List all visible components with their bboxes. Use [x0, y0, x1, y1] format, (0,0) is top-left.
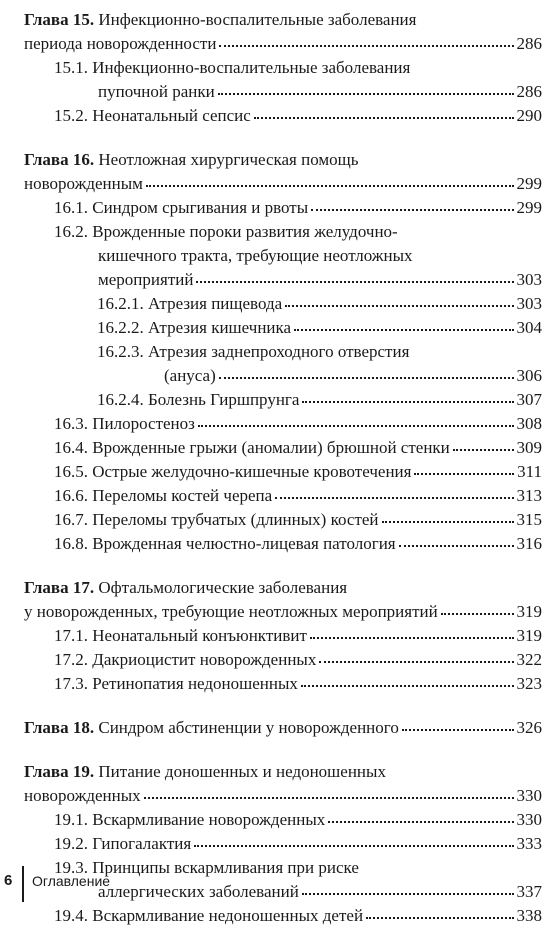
page-number: 338 [516, 906, 542, 925]
toc-entry[interactable] [24, 316, 542, 340]
dot-leader [301, 671, 514, 687]
chapter-heading [24, 148, 542, 172]
section-number: 16.6. [54, 486, 88, 505]
section-title: Врожденные грыжи (аномалии) брюшной стенки [92, 438, 450, 457]
section-number: 15.2. [54, 106, 88, 125]
toc-entry[interactable] [24, 388, 542, 412]
page-number: 286 [516, 82, 542, 101]
page-number: 330 [516, 810, 542, 829]
page-number: 315 [516, 510, 542, 529]
section-number: 16.1. [54, 198, 88, 217]
section-number: 17.2. [54, 650, 88, 669]
page-number: 323 [516, 674, 542, 693]
chapter-18 [24, 716, 542, 740]
chapter-title: Офтальмологические заболевания [98, 578, 348, 597]
toc-entry[interactable] [24, 104, 542, 128]
dot-leader [366, 903, 513, 919]
chapter-title: Питание доношенных и недоношенных [98, 762, 386, 781]
chapter-title: Инфекционно-воспалительные заболевания [98, 10, 417, 29]
section-title: Дакриоцистит новорожденных [92, 650, 317, 669]
section-number: 16.7. [54, 510, 88, 529]
toc-entry[interactable] [24, 624, 542, 648]
toc-entry[interactable] [24, 80, 542, 104]
chapter-heading [24, 8, 542, 32]
page-number: 304 [516, 318, 542, 337]
section-title: Инфекционно-воспалительные заболевания [92, 58, 411, 77]
section-title: Принципы вскармливания при риске [92, 858, 359, 877]
toc-entry[interactable] [24, 268, 542, 292]
toc-entry[interactable] [24, 460, 542, 484]
chapter-label: Глава 19. [24, 762, 95, 781]
chapter-label: Глава 16. [24, 150, 95, 169]
footer-divider [22, 866, 24, 902]
dot-leader [310, 623, 514, 639]
chapter-15 [24, 0, 542, 128]
page-number: 303 [516, 294, 542, 313]
section-title: Синдром срыгивания и рвоты [92, 198, 309, 217]
chapter-label: Глава 18. [24, 718, 95, 737]
toc-entry[interactable] [24, 412, 542, 436]
section-number: 16.3. [54, 414, 88, 433]
section-title-cont: пупочной ранки [98, 82, 215, 101]
dot-leader [311, 195, 513, 211]
toc-entry[interactable] [24, 808, 542, 832]
page-number: 316 [516, 534, 542, 553]
section-title-line [24, 244, 542, 268]
section-title: Врожденная челюстно-лицевая патология [92, 534, 396, 553]
subsection-number: 16.2.3. [97, 342, 144, 361]
subsection-number: 16.2.4. [97, 390, 144, 409]
page-number: 299 [516, 198, 542, 217]
section-heading [24, 56, 542, 80]
chapter-heading [24, 760, 542, 784]
toc-entry[interactable] [24, 600, 542, 624]
section-title: Переломы трубчатых (длинных) костей [92, 510, 379, 529]
subsection-number: 16.2.2. [97, 318, 144, 337]
section-title: Неонатальный конъюнктивит [92, 626, 307, 645]
toc-entry[interactable] [24, 196, 542, 220]
page-number: 307 [516, 390, 542, 409]
section-number: 16.2. [54, 222, 88, 241]
subsection-number: 16.2.1. [97, 294, 144, 313]
toc-entry[interactable] [24, 484, 542, 508]
section-title: Гипогалактия [92, 834, 192, 853]
toc-entry[interactable] [24, 784, 542, 808]
toc-entry[interactable] [24, 832, 542, 856]
toc-entry[interactable] [24, 292, 542, 316]
section-number: 17.3. [54, 674, 88, 693]
section-title: Переломы костей черепа [92, 486, 273, 505]
chapter-title-cont: новорожденным [24, 174, 143, 193]
page-number: 337 [516, 882, 542, 901]
chapter-title: Синдром абстиненции у новорожденного [98, 718, 399, 737]
subsection-heading [24, 340, 542, 364]
chapter-17 [24, 576, 542, 696]
section-number: 19.3. [54, 858, 88, 877]
section-title-cont: мероприятий [98, 270, 194, 289]
chapter-title-cont: новорожденных [24, 786, 141, 805]
dot-leader [382, 507, 514, 523]
section-heading [24, 220, 542, 244]
dot-leader [319, 647, 513, 663]
subsection-title: Атрезия пищевода [148, 294, 283, 313]
dot-leader [198, 411, 514, 427]
dot-leader [146, 171, 514, 187]
page-number: 330 [516, 786, 542, 805]
dot-leader [219, 363, 514, 379]
chapter-title: Неотложная хирургическая помощь [98, 150, 359, 169]
section-title: Острые желудочно-кишечные кровотечения [92, 462, 412, 481]
chapter-title-cont: периода новорожденности [24, 34, 217, 53]
dot-leader [196, 267, 513, 283]
page-number: 319 [516, 602, 542, 621]
section-number: 16.4. [54, 438, 88, 457]
section-title: Вскармливание недоношенных детей [92, 906, 364, 925]
chapter-title-cont: у новорожденных, требующие неотложных мероприятий [24, 602, 438, 621]
page-number: 290 [516, 106, 542, 125]
section-number: 19.4. [54, 906, 88, 925]
dot-leader [328, 807, 513, 823]
dot-leader [194, 831, 513, 847]
footer-page-number: 6 [4, 872, 13, 889]
toc-entry[interactable] [24, 716, 542, 740]
page-number: 306 [516, 366, 542, 385]
toc-entry[interactable] [24, 32, 542, 56]
section-number: 16.8. [54, 534, 88, 553]
chapter-heading [24, 576, 542, 600]
subsection-title: Атрезия заднепроходного отверстия [148, 342, 410, 361]
dot-leader [275, 483, 513, 499]
page-number: 286 [516, 34, 542, 53]
footer-section-title: Оглавление [32, 873, 111, 889]
section-number: 19.2. [54, 834, 88, 853]
dot-leader [285, 291, 513, 307]
toc-entry[interactable] [24, 436, 542, 460]
toc-entry[interactable] [24, 364, 542, 388]
page-number: 299 [516, 174, 542, 193]
toc-entry[interactable] [24, 648, 542, 672]
subsection-title: Болезнь Гиршпрунга [148, 390, 300, 409]
section-title-cont: кишечного тракта, требующие неотложных [98, 246, 413, 265]
dot-leader [294, 315, 513, 331]
section-title: Ретинопатия недоношенных [92, 674, 298, 693]
toc-entry[interactable] [24, 904, 542, 928]
section-number: 16.5. [54, 462, 88, 481]
dot-leader [441, 599, 514, 615]
dot-leader [402, 715, 514, 731]
page-number: 319 [516, 626, 542, 645]
section-title: Вскармливание новорожденных [92, 810, 326, 829]
dot-leader [414, 459, 514, 475]
chapter-label: Глава 17. [24, 578, 95, 597]
table-of-contents [24, 0, 542, 948]
dot-leader [254, 103, 514, 119]
chapter-19 [24, 760, 542, 928]
page-number: 322 [516, 650, 542, 669]
dot-leader [144, 783, 514, 799]
toc-entry[interactable] [24, 172, 542, 196]
subsection-title-cont: (ануса) [164, 366, 216, 385]
dot-leader [302, 387, 513, 403]
page-number: 311 [517, 462, 542, 481]
subsection-title: Атрезия кишечника [148, 318, 292, 337]
page-number: 313 [516, 486, 542, 505]
dot-leader [399, 531, 514, 547]
section-title-cont: аллергических заболеваний [98, 882, 299, 901]
section-number: 17.1. [54, 626, 88, 645]
dot-leader [453, 435, 514, 451]
page-number: 308 [516, 414, 542, 433]
page-number: 309 [516, 438, 542, 457]
page-number: 333 [516, 834, 542, 853]
toc-entry[interactable] [24, 532, 542, 556]
section-title: Пилоростеноз [92, 414, 195, 433]
toc-entry[interactable] [24, 508, 542, 532]
toc-entry[interactable] [24, 672, 542, 696]
chapter-label: Глава 15. [24, 10, 95, 29]
section-title: Неонатальный сепсис [92, 106, 251, 125]
section-number: 19.1. [54, 810, 88, 829]
section-title: Врожденные пороки развития желудочно- [92, 222, 398, 241]
page-number: 326 [516, 718, 542, 737]
page-number: 303 [516, 270, 542, 289]
chapter-16 [24, 148, 542, 556]
section-number: 15.1. [54, 58, 88, 77]
dot-leader [219, 31, 513, 47]
dot-leader [218, 79, 514, 95]
page-footer [0, 866, 556, 902]
